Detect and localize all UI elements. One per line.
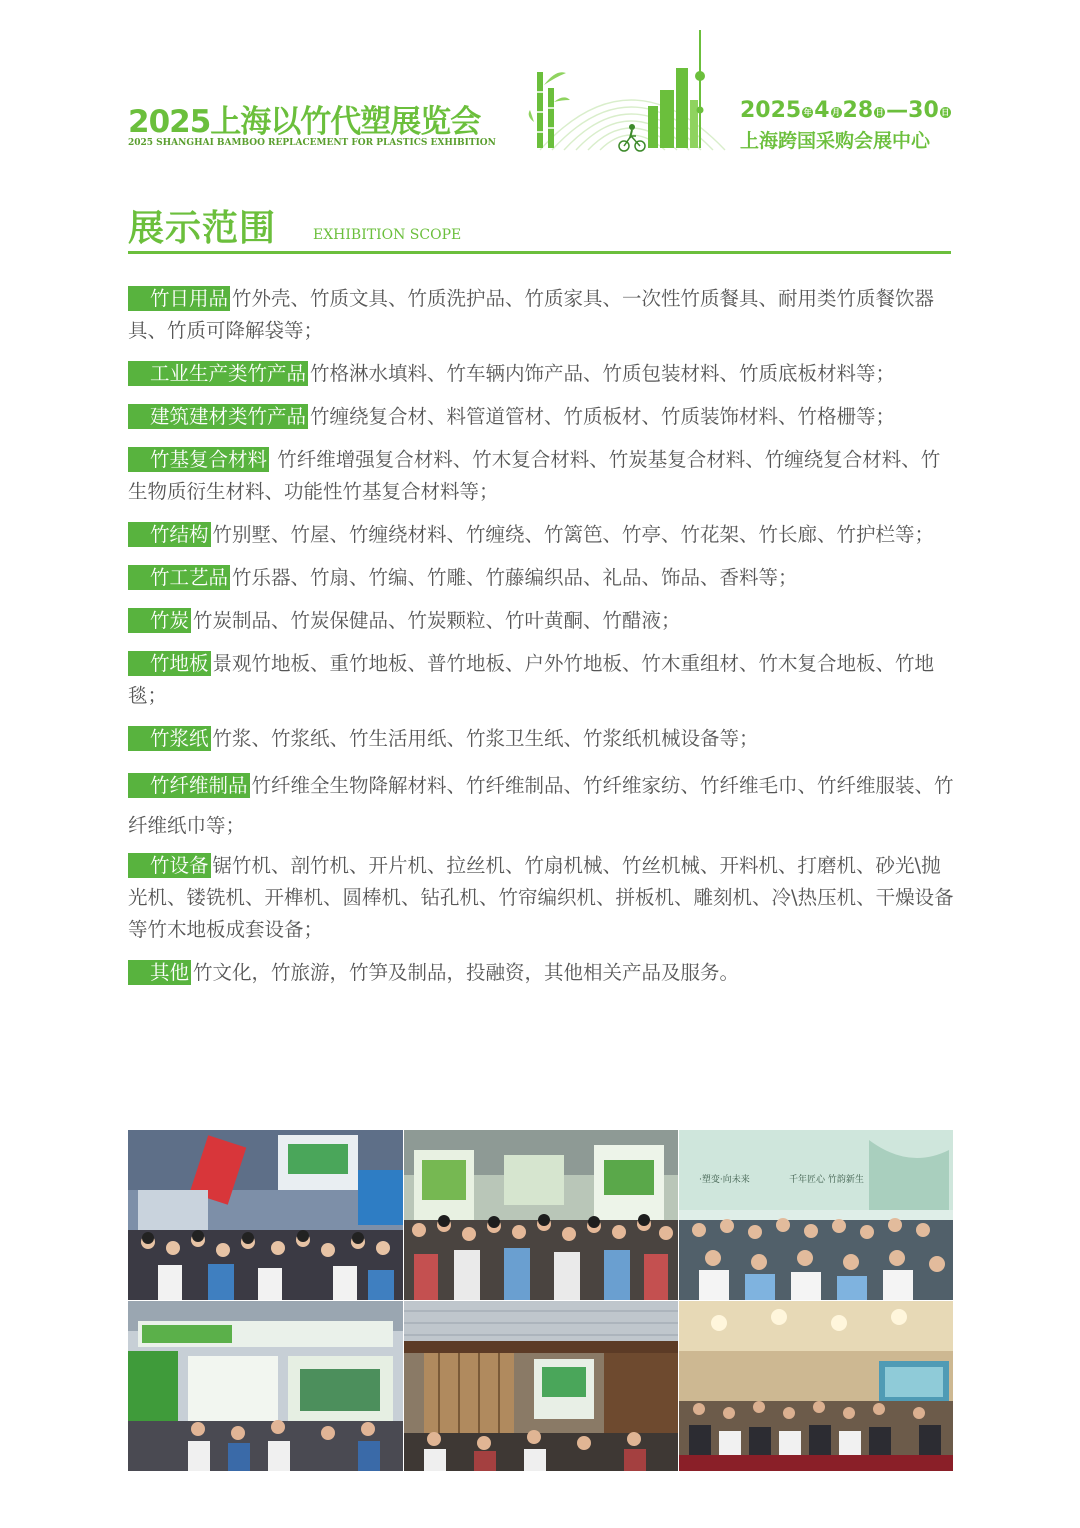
category-tag: 竹设备 <box>128 853 211 878</box>
category-description: 锯竹机、剖竹机、开片机、拉丝机、竹扇机械、竹丝机械、开料机、打磨机、砂光\抛光机、镂铣机、开榫机、圆棒机、钻孔机、竹帘编织机、拼板机、雕刻机、冷\热压机、干燥设备等竹木地板成套设备； <box>128 854 954 941</box>
section-divider <box>128 251 951 254</box>
scope-item <box>128 358 958 390</box>
category-description: 竹外壳、竹质文具、竹质洗护品、竹质家具、一次性竹质餐具、耐用类竹质餐饮器具、竹质可降解袋等； <box>128 287 935 342</box>
category-tag: 竹日用品 <box>128 286 230 311</box>
category-description: 竹乐器、竹扇、竹编、竹雕、竹藤编织品、礼品、饰品、香料等； <box>232 566 798 589</box>
month-circle-mark: 月 <box>832 108 841 117</box>
scope-item <box>128 850 958 946</box>
bamboo-skyline-illustration <box>520 30 730 155</box>
category-tag: 竹基复合材料 <box>128 447 269 472</box>
category-tag: 其他 <box>128 960 191 985</box>
category-description: 竹别墅、竹屋、竹缠绕材料、竹缠绕、竹篱笆、竹亭、竹花架、竹长廊、竹护栏等； <box>212 523 935 546</box>
year-circle-mark: 年 <box>803 108 812 117</box>
exhibition-date: 2025 年 4 月 28 日 —30 日 <box>740 98 950 123</box>
scope-item <box>128 444 958 508</box>
category-description: 竹纤维全生物降解材料、竹纤维制品、竹纤维家纺、竹纤维毛巾、竹纤维服装、竹纤维纸巾等； <box>128 774 954 837</box>
category-tag: 竹工艺品 <box>128 565 230 590</box>
day-circle-mark: 日 <box>875 108 884 117</box>
forum-banner-right: 千年匠心 竹韵新生 <box>789 1175 864 1185</box>
exhibition-photo <box>128 1130 403 1300</box>
category-tag: 竹结构 <box>128 522 211 547</box>
category-description: 竹格淋水填料、竹车辆内饰产品、竹质包装材料、竹质底板材料等； <box>310 362 896 385</box>
category-description: 景观竹地板、重竹地板、普竹地板、户外竹地板、竹木重组材、竹木复合地板、竹地毯； <box>128 652 935 707</box>
category-tag: 竹浆纸 <box>128 726 211 751</box>
category-description: 竹缠绕复合材、料管道管材、竹质板材、竹质装饰材料、竹格栅等； <box>310 405 896 428</box>
scope-item <box>128 401 958 433</box>
scope-item <box>128 648 958 712</box>
category-tag: 竹纤维制品 <box>128 773 250 798</box>
category-tag: 竹炭 <box>128 608 191 633</box>
scope-item <box>128 957 958 989</box>
exhibition-photo <box>679 1130 953 1300</box>
page-header <box>0 0 1080 170</box>
scope-item <box>128 283 958 347</box>
exhibition-photo-grid <box>128 1130 953 1470</box>
category-tag: 建筑建材类竹产品 <box>128 404 308 429</box>
category-description: 竹浆、竹浆纸、竹生活用纸、竹浆卫生纸、竹浆纸机械设备等； <box>212 727 759 750</box>
category-tag: 竹地板 <box>128 651 211 676</box>
exhibition-photo <box>128 1301 403 1471</box>
scope-item <box>128 519 958 551</box>
scope-list <box>128 283 958 1000</box>
category-description: 竹炭制品、竹炭保健品、竹炭颗粒、竹叶黄酮、竹醋液； <box>193 609 681 632</box>
scope-item <box>128 766 958 846</box>
section-title: 展示范围 <box>128 208 277 249</box>
exhibition-photo <box>679 1301 953 1471</box>
scope-item <box>128 605 958 637</box>
scope-item <box>128 723 958 755</box>
category-tag: 工业生产类竹产品 <box>128 361 308 386</box>
exhibition-venue: 上海跨国采购会展中心 <box>740 130 931 152</box>
category-description: 竹文化，竹旅游，竹笋及制品，投融资，其他相关产品及服务。 <box>193 961 740 984</box>
day-circle-mark: 日 <box>941 108 950 117</box>
exhibition-title-english: 2025 SHANGHAI BAMBOO REPLACEMENT FOR PLASTICS EXHIBITION <box>128 138 496 148</box>
forum-banner-left: ·塑变·向未来 <box>699 1175 750 1185</box>
exhibition-title: 2025上海以竹代塑展览会 <box>128 104 481 140</box>
exhibition-photo <box>404 1301 678 1471</box>
section-title-english: EXHIBITION SCOPE <box>313 227 462 243</box>
scope-item <box>128 562 958 594</box>
exhibition-photo <box>404 1130 678 1300</box>
category-description: 竹纤维增强复合材料、竹木复合材料、竹炭基复合材料、竹缠绕复合材料、竹生物质衍生材料、功能性竹基复合材料等； <box>128 448 941 503</box>
